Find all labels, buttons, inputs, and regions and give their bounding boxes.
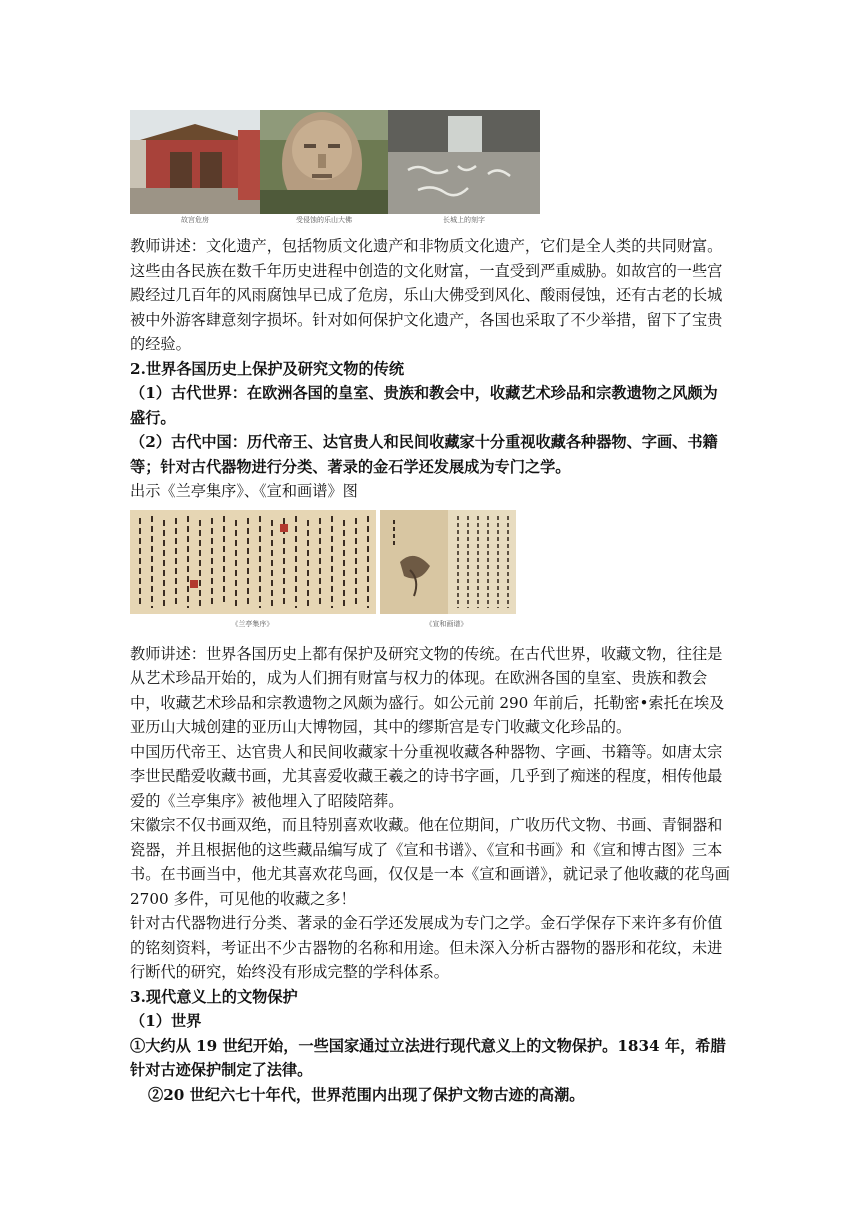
document-page: [130, 110, 730, 1107]
forbidden-city-photo: [130, 110, 260, 214]
show-images-note: 出示《兰亭集序》、《宣和画谱》图: [130, 482, 358, 500]
teacher-narration-1: 教师讲述：文化遗产，包括物质文化遗产和非物质文化遗产，它们是全人类的共同财富。这些由各民族在数千年历史进程中创造的文化财富，一直受到严重威胁。如故宫的一些宫殿经过几百年的风雨腐蚀早已成了危房，乐山大佛受到风化、酸雨侵蚀，还有古老的长城被中外游客肆意刻字损坏。针对如何保护文化遗产，各国也采取了不少举措，留下了宝贵的经验。: [130, 237, 723, 353]
paragraph-china-collectors: 中国历代帝王、达官贵人和民间收藏家十分重视收藏各种器物、字画、书籍等。如唐太宗李世民酷爱收藏书画，尤其喜爱收藏王羲之的诗书字画，几乎到了痴迷的程度，相传他最爱的《兰亭集序》被他埋入了昭陵陪葬。: [130, 742, 723, 810]
paragraph-song-huizong: 宋徽宗不仅书画双绝，而且特别喜欢收藏。他在位期间，广收历代文物、书画、青铜器和瓷器，并且根据他的这些藏品编写成了《宣和书谱》、《宣和书画》和《宣和博古图》三本书。在书画当中，他尤其喜欢花鸟画，仅仅是一本《宣和画谱》，就记录了他收藏的花鸟画 2700 多件，可见他的收藏之多！: [130, 816, 730, 908]
teacher-narration-2: 教师讲述：世界各国历史上都有保护及研究文物的传统。在古代世界，收藏文物，往往是从艺术珍品开始的，成为人们拥有财富与权力的体现。在欧洲各国的皇室、贵族和教会中，收藏艺术珍品和宗教遗物之风颇为盛行。如公元前 290 年前后，托勒密•索托在埃及亚历山大城创建的亚历山大博物园，其中的缪斯宫是专门收藏文化珍品的。: [130, 644, 725, 736]
figure2-caption: 《宣和画谱》: [425, 619, 468, 628]
calligraphy-photo-strip: [130, 510, 514, 628]
point-world-19th-century: ①大约从 19 世纪开始，一些国家通过立法进行现代意义上的文物保护。1834 年，希腊针对古迹保护制定了法律。: [130, 1036, 726, 1079]
leshan-buddha-photo: [260, 110, 388, 214]
section-heading-3: 3.现代意义上的文物保护: [130, 987, 298, 1006]
section-heading-2: 2.世界各国历史上保护及研究文物的传统: [130, 359, 405, 378]
figure2-captions: [130, 618, 514, 630]
point-world-20th-century: ②20 世纪六七十年代，世界范围内出现了保护文物古迹的高潮。: [148, 1085, 585, 1104]
figure1-caption: 长城上的刻字: [443, 216, 485, 224]
great-wall-graffiti-photo: [388, 110, 540, 214]
figure1-captions: [130, 214, 540, 226]
paragraph-jinshi-study: 针对古代器物进行分类、著录的金石学还发展成为专门之学。金石学保存下来许多有价值的铭刻资料，考证出不少古器物的名称和用途。但未深入分析古器物的器形和花纹，未进行断代的研究，始终没有形成完整的学科体系。: [130, 914, 723, 981]
xuanhe-painting-catalog-image: [380, 510, 516, 618]
figure2-caption: 《兰亭集序》: [231, 619, 274, 628]
heritage-photo-strip: [130, 110, 540, 226]
point-world: （1）世界: [130, 1012, 202, 1030]
lanting-preface-image: [130, 510, 376, 618]
figure1-caption: 故宫危房: [181, 216, 209, 224]
point-ancient-world: （1）古代世界：在欧洲各国的皇室、贵族和教会中，收藏艺术珍品和宗教遗物之风颇为盛行。: [130, 384, 718, 427]
figure1-caption: 受侵蚀的乐山大佛: [296, 216, 352, 224]
point-ancient-china: （2）古代中国：历代帝王、达官贵人和民间收藏家十分重视收藏各种器物、字画、书籍等；针对古代器物进行分类、著录的金石学还发展成为专门之学。: [130, 433, 718, 476]
